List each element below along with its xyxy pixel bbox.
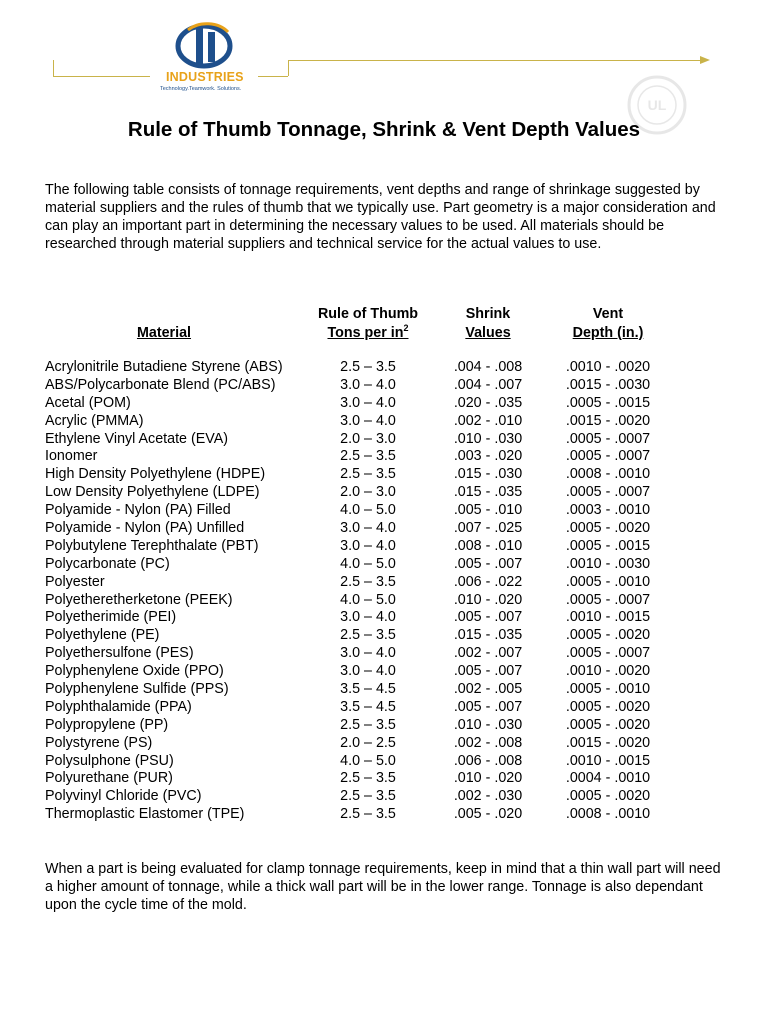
tons-cell: 4.0 – 5.0 [340,502,396,519]
shrink-cell: .004 - .007 [453,376,523,393]
header-rule-left-vertical [53,60,54,76]
shrink-cell: .015 - .035 [453,484,523,501]
vent-depth-cell: .0005 - .0007 [565,448,651,465]
ul-text: UL [647,97,667,113]
material-cell: Low Density Polyethylene (LDPE) [45,484,260,501]
header-vent: Vent Depth (in.) [572,306,644,341]
tons-cell: 4.0 – 5.0 [340,555,396,572]
shrink-cell: .010 - .030 [453,430,523,447]
vent-depth-cell: .0008 - .0010 [565,466,651,483]
table-row [0,413,768,431]
shrink-cell: .010 - .030 [453,716,523,733]
shrink-cell: .006 - .008 [453,752,523,769]
table-row [0,627,768,645]
vent-depth-cell: .0005 - .0007 [565,591,651,608]
table-row [0,753,768,771]
logo-wordmark: INDUSTRIES [166,70,244,84]
material-cell: Thermoplastic Elastomer (TPE) [45,806,245,823]
vent-depth-cell: .0015 - .0020 [565,734,651,751]
header-shrink: Shrink Values [465,306,511,341]
material-cell: Polyphenylene Oxide (PPO) [45,663,224,680]
material-cell: Polyamide - Nylon (PA) Filled [45,502,231,519]
shrink-cell: .002 - .008 [453,734,523,751]
material-cell: Polyvinyl Chloride (PVC) [45,788,202,805]
shrink-cell: .002 - .007 [453,645,523,662]
material-cell: Polybutylene Terephthalate (PBT) [45,537,259,554]
shrink-cell: .010 - .020 [453,591,523,608]
intro-paragraph: The following table consists of tonnage requirements, vent depths and range of shrinkage suggested by material suppliers and the rules of thumb that we typically use. Part geometry is a major consideration and can play an important part in determining the necessary values to be used. All materials should be researched through material suppliers and technical service for the actual values to use. [45,182,716,252]
letterhead [0,0,768,113]
tons-cell: 3.5 – 4.5 [340,681,396,698]
vent-depth-cell: .0005 - .0020 [565,716,651,733]
tons-cell: 2.0 – 3.0 [340,484,396,501]
tons-cell: 3.0 – 4.0 [340,412,396,429]
material-cell: Acrylic (PMMA) [45,412,144,429]
header-rule-left [53,76,150,77]
table-row [0,520,768,538]
material-cell: Polystyrene (PS) [45,734,153,751]
tons-cell: 2.5 – 3.5 [340,788,396,805]
table-row [0,448,768,466]
header-rule-right-vertical [288,60,289,76]
header-rule-right [258,76,288,77]
vent-depth-cell: .0010 - .0020 [565,663,651,680]
shrink-cell: .005 - .007 [453,609,523,626]
tons-cell: 4.0 – 5.0 [340,752,396,769]
shrink-cell: .005 - .007 [453,663,523,680]
arrow-right-icon [700,55,712,65]
shrink-cell: .005 - .020 [453,806,523,823]
tons-cell: 2.5 – 3.5 [340,770,396,787]
tons-cell: 3.0 – 4.0 [340,645,396,662]
shrink-cell: .010 - .020 [453,770,523,787]
vent-depth-cell: .0005 - .0020 [565,627,651,644]
material-cell: Polyurethane (PUR) [45,770,173,787]
material-cell: Ethylene Vinyl Acetate (EVA) [45,430,229,447]
material-cell: ABS/Polycarbonate Blend (PC/ABS) [45,376,276,393]
material-cell: Polyethylene (PE) [45,627,160,644]
tons-cell: 2.5 – 3.5 [340,627,396,644]
tons-cell: 2.5 – 3.5 [340,466,396,483]
table-row [0,681,768,699]
material-cell: Acrylonitrile Butadiene Styrene (ABS) [45,359,283,375]
tons-cell: 2.5 – 3.5 [340,716,396,733]
material-cell: Ionomer [45,448,98,465]
tons-cell: 3.0 – 4.0 [340,520,396,537]
table-row [0,663,768,681]
table-row [0,592,768,610]
vent-depth-cell: .0010 - .0015 [565,752,651,769]
vent-depth-cell: .0010 - .0020 [565,359,651,375]
table-row [0,484,768,502]
shrink-cell: .003 - .020 [453,448,523,465]
vent-depth-cell: .0005 - .0015 [565,537,651,554]
table-row [0,717,768,735]
shrink-cell: .015 - .035 [453,627,523,644]
table-row [0,806,768,824]
shrink-cell: .005 - .010 [453,502,523,519]
table-row [0,466,768,484]
material-cell: Polycarbonate (PC) [45,555,170,572]
tons-cell: 2.5 – 3.5 [340,806,396,823]
tons-cell: 3.0 – 4.0 [340,537,396,554]
material-cell: Polyamide - Nylon (PA) Unfilled [45,520,245,537]
material-cell: Acetal (POM) [45,394,131,411]
tons-cell: 2.5 – 3.5 [340,448,396,465]
table-row [0,788,768,806]
vent-depth-cell: .0015 - .0030 [565,376,651,393]
vent-depth-cell: .0005 - .0010 [565,573,651,590]
logo-tagline: Technology.Teamwork. Solutions. [160,86,242,92]
tonnage-note: When a part is being evaluated for clamp tonnage requirements, keep in mind that a thin wall part will need a higher amount of tonnage, while a thick wall part will be in the lower range. Tonnage is also dependant upon the cycle time of the mold. [45,861,721,913]
shrink-cell: .008 - .010 [453,537,523,554]
vent-depth-cell: .0008 - .0010 [565,806,651,823]
table-row [0,699,768,717]
tons-cell: 2.5 – 3.5 [340,359,396,375]
table-row [0,377,768,395]
table-row [0,538,768,556]
material-cell: Polyetherimide (PEI) [45,609,177,626]
table-row [0,431,768,449]
vent-depth-cell: .0005 - .0007 [565,430,651,447]
vent-depth-cell: .0004 - .0010 [565,770,651,787]
table-row [0,502,768,520]
material-cell: High Density Polyethylene (HDPE) [45,466,266,483]
shrink-cell: .002 - .030 [453,788,523,805]
material-table-body [0,359,768,824]
shrink-cell: .004 - .008 [453,359,523,375]
table-row [0,574,768,592]
shrink-cell: .005 - .007 [453,698,523,715]
vent-depth-cell: .0010 - .0015 [565,609,651,626]
header-rule-long [288,60,703,61]
table-row [0,735,768,753]
material-cell: Polyetheretherketone (PEEK) [45,591,233,608]
shrink-cell: .002 - .010 [453,412,523,429]
material-cell: Polypropylene (PP) [45,716,169,733]
tons-cell: 3.0 – 4.0 [340,663,396,680]
vent-depth-cell: .0005 - .0007 [565,484,651,501]
shrink-cell: .006 - .022 [453,573,523,590]
tons-cell: 2.5 – 3.5 [340,573,396,590]
table-row [0,609,768,627]
table-row [0,395,768,413]
material-cell: Polyethersulfone (PES) [45,645,194,662]
tons-cell: 3.0 – 4.0 [340,376,396,393]
vent-depth-cell: .0005 - .0007 [565,645,651,662]
header-tons: Rule of Thumb Tons per $in^2$ [317,306,419,341]
shrink-cell: .002 - .005 [453,681,523,698]
tons-cell: 3.5 – 4.5 [340,698,396,715]
material-cell: Polysulphone (PSU) [45,752,174,769]
page-title: Rule of Thumb Tonnage, Shrink & Vent Depth Values [127,118,641,141]
vent-depth-cell: .0015 - .0020 [565,412,651,429]
vent-depth-cell: .0010 - .0030 [565,555,651,572]
material-cell: Polyester [45,573,105,590]
header-material: Material [136,325,192,341]
shrink-cell: .015 - .030 [453,466,523,483]
table-row [0,770,768,788]
tons-cell: 2.0 – 3.0 [340,430,396,447]
vent-depth-cell: .0005 - .0015 [565,394,651,411]
shrink-cell: .005 - .007 [453,555,523,572]
shrink-cell: .007 - .025 [453,520,523,537]
vent-depth-cell: .0005 - .0020 [565,520,651,537]
vent-depth-cell: .0005 - .0010 [565,681,651,698]
vent-depth-cell: .0003 - .0010 [565,502,651,519]
table-row [0,556,768,574]
material-cell: Polyphthalamide (PPA) [45,698,192,715]
tons-cell: 4.0 – 5.0 [340,591,396,608]
table-row [0,359,768,377]
table-row [0,645,768,663]
tons-cell: 2.0 – 2.5 [340,734,396,751]
tons-cell: 3.0 – 4.0 [340,609,396,626]
vent-depth-cell: .0005 - .0020 [565,698,651,715]
vent-depth-cell: .0005 - .0020 [565,788,651,805]
shrink-cell: .020 - .035 [453,394,523,411]
tons-cell: 3.0 – 4.0 [340,394,396,411]
material-cell: Polyphenylene Sulfide (PPS) [45,681,229,698]
